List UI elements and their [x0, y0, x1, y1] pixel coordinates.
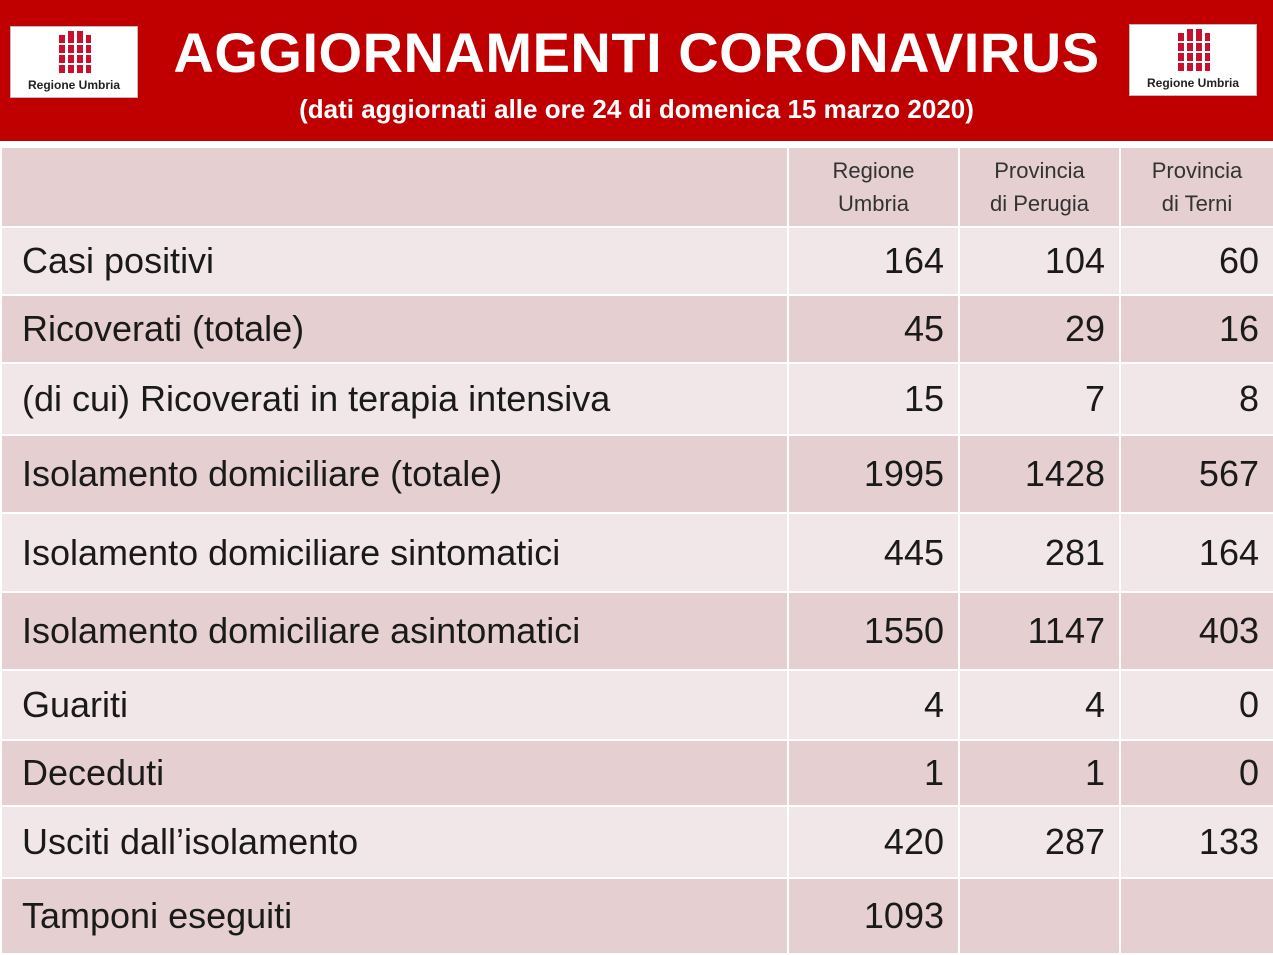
regione-umbria-logo-right — [1129, 24, 1257, 96]
column-header-line2: Umbria — [838, 191, 909, 216]
row-label: Tamponi eseguiti — [1, 878, 788, 954]
table-row — [1, 295, 1273, 363]
table-row — [1, 670, 1273, 740]
row-label: Ricoverati (totale) — [1, 295, 788, 363]
header-banner — [0, 0, 1273, 141]
row-label: Isolamento domiciliare asintomatici — [1, 592, 788, 670]
value-terni — [1120, 878, 1273, 954]
value-perugia: 281 — [959, 513, 1120, 592]
table-row — [1, 592, 1273, 670]
value-umbria: 164 — [788, 227, 959, 295]
table-row — [1, 740, 1273, 806]
value-umbria: 445 — [788, 513, 959, 592]
table-row — [1, 363, 1273, 435]
value-umbria: 1550 — [788, 592, 959, 670]
table-row — [1, 513, 1273, 592]
value-umbria: 15 — [788, 363, 959, 435]
value-perugia: 287 — [959, 806, 1120, 878]
page-subtitle: (dati aggiornati alle ore 24 di domenica 15 marzo 2020) — [299, 94, 974, 124]
row-label: Isolamento domiciliare (totale) — [1, 435, 788, 513]
value-umbria: 420 — [788, 806, 959, 878]
value-perugia: 1 — [959, 740, 1120, 806]
table-row — [1, 878, 1273, 954]
value-perugia: 7 — [959, 363, 1120, 435]
table-row — [1, 806, 1273, 878]
value-terni: 16 — [1120, 295, 1273, 363]
column-header-provincia-perugia — [959, 147, 1120, 227]
logo-text: Regione Umbria — [1146, 76, 1239, 90]
value-perugia: 1428 — [959, 435, 1120, 513]
column-header-regione-umbria — [788, 147, 959, 227]
value-umbria: 45 — [788, 295, 959, 363]
value-perugia: 29 — [959, 295, 1120, 363]
row-label: Guariti — [1, 670, 788, 740]
column-header-line1: Provincia — [1151, 158, 1243, 183]
row-label: Usciti dall’isolamento — [1, 806, 788, 878]
column-header-line2: di Terni — [1161, 191, 1233, 216]
value-umbria: 1 — [788, 740, 959, 806]
value-terni: 0 — [1120, 670, 1273, 740]
header-empty-cell — [1, 147, 788, 227]
regione-umbria-emblem-icon — [1176, 29, 1212, 73]
value-terni: 567 — [1120, 435, 1273, 513]
value-terni: 164 — [1120, 513, 1273, 592]
row-label: Isolamento domiciliare sintomatici — [1, 513, 788, 592]
coronavirus-data-table — [0, 146, 1273, 955]
column-header-line2: di Perugia — [989, 191, 1090, 216]
value-umbria: 4 — [788, 670, 959, 740]
value-terni: 403 — [1120, 592, 1273, 670]
row-label: Casi positivi — [1, 227, 788, 295]
logo-text: Regione Umbria — [27, 78, 120, 92]
column-header-line1: Regione — [832, 158, 915, 183]
value-terni: 60 — [1120, 227, 1273, 295]
table-row — [1, 227, 1273, 295]
value-terni: 0 — [1120, 740, 1273, 806]
value-umbria: 1093 — [788, 878, 959, 954]
value-umbria: 1995 — [788, 435, 959, 513]
table-header-row — [1, 147, 1273, 227]
value-perugia: 104 — [959, 227, 1120, 295]
value-perugia: 1147 — [959, 592, 1120, 670]
table-row — [1, 435, 1273, 513]
row-label: Deceduti — [1, 740, 788, 806]
page-title: AGGIORNAMENTI CORONAVIRUS — [173, 21, 1100, 84]
value-perugia — [959, 878, 1120, 954]
value-terni: 133 — [1120, 806, 1273, 878]
value-perugia: 4 — [959, 670, 1120, 740]
column-header-provincia-terni — [1120, 147, 1273, 227]
value-terni: 8 — [1120, 363, 1273, 435]
row-label: (di cui) Ricoverati in terapia intensiva — [1, 363, 788, 435]
column-header-line1: Provincia — [994, 158, 1085, 183]
